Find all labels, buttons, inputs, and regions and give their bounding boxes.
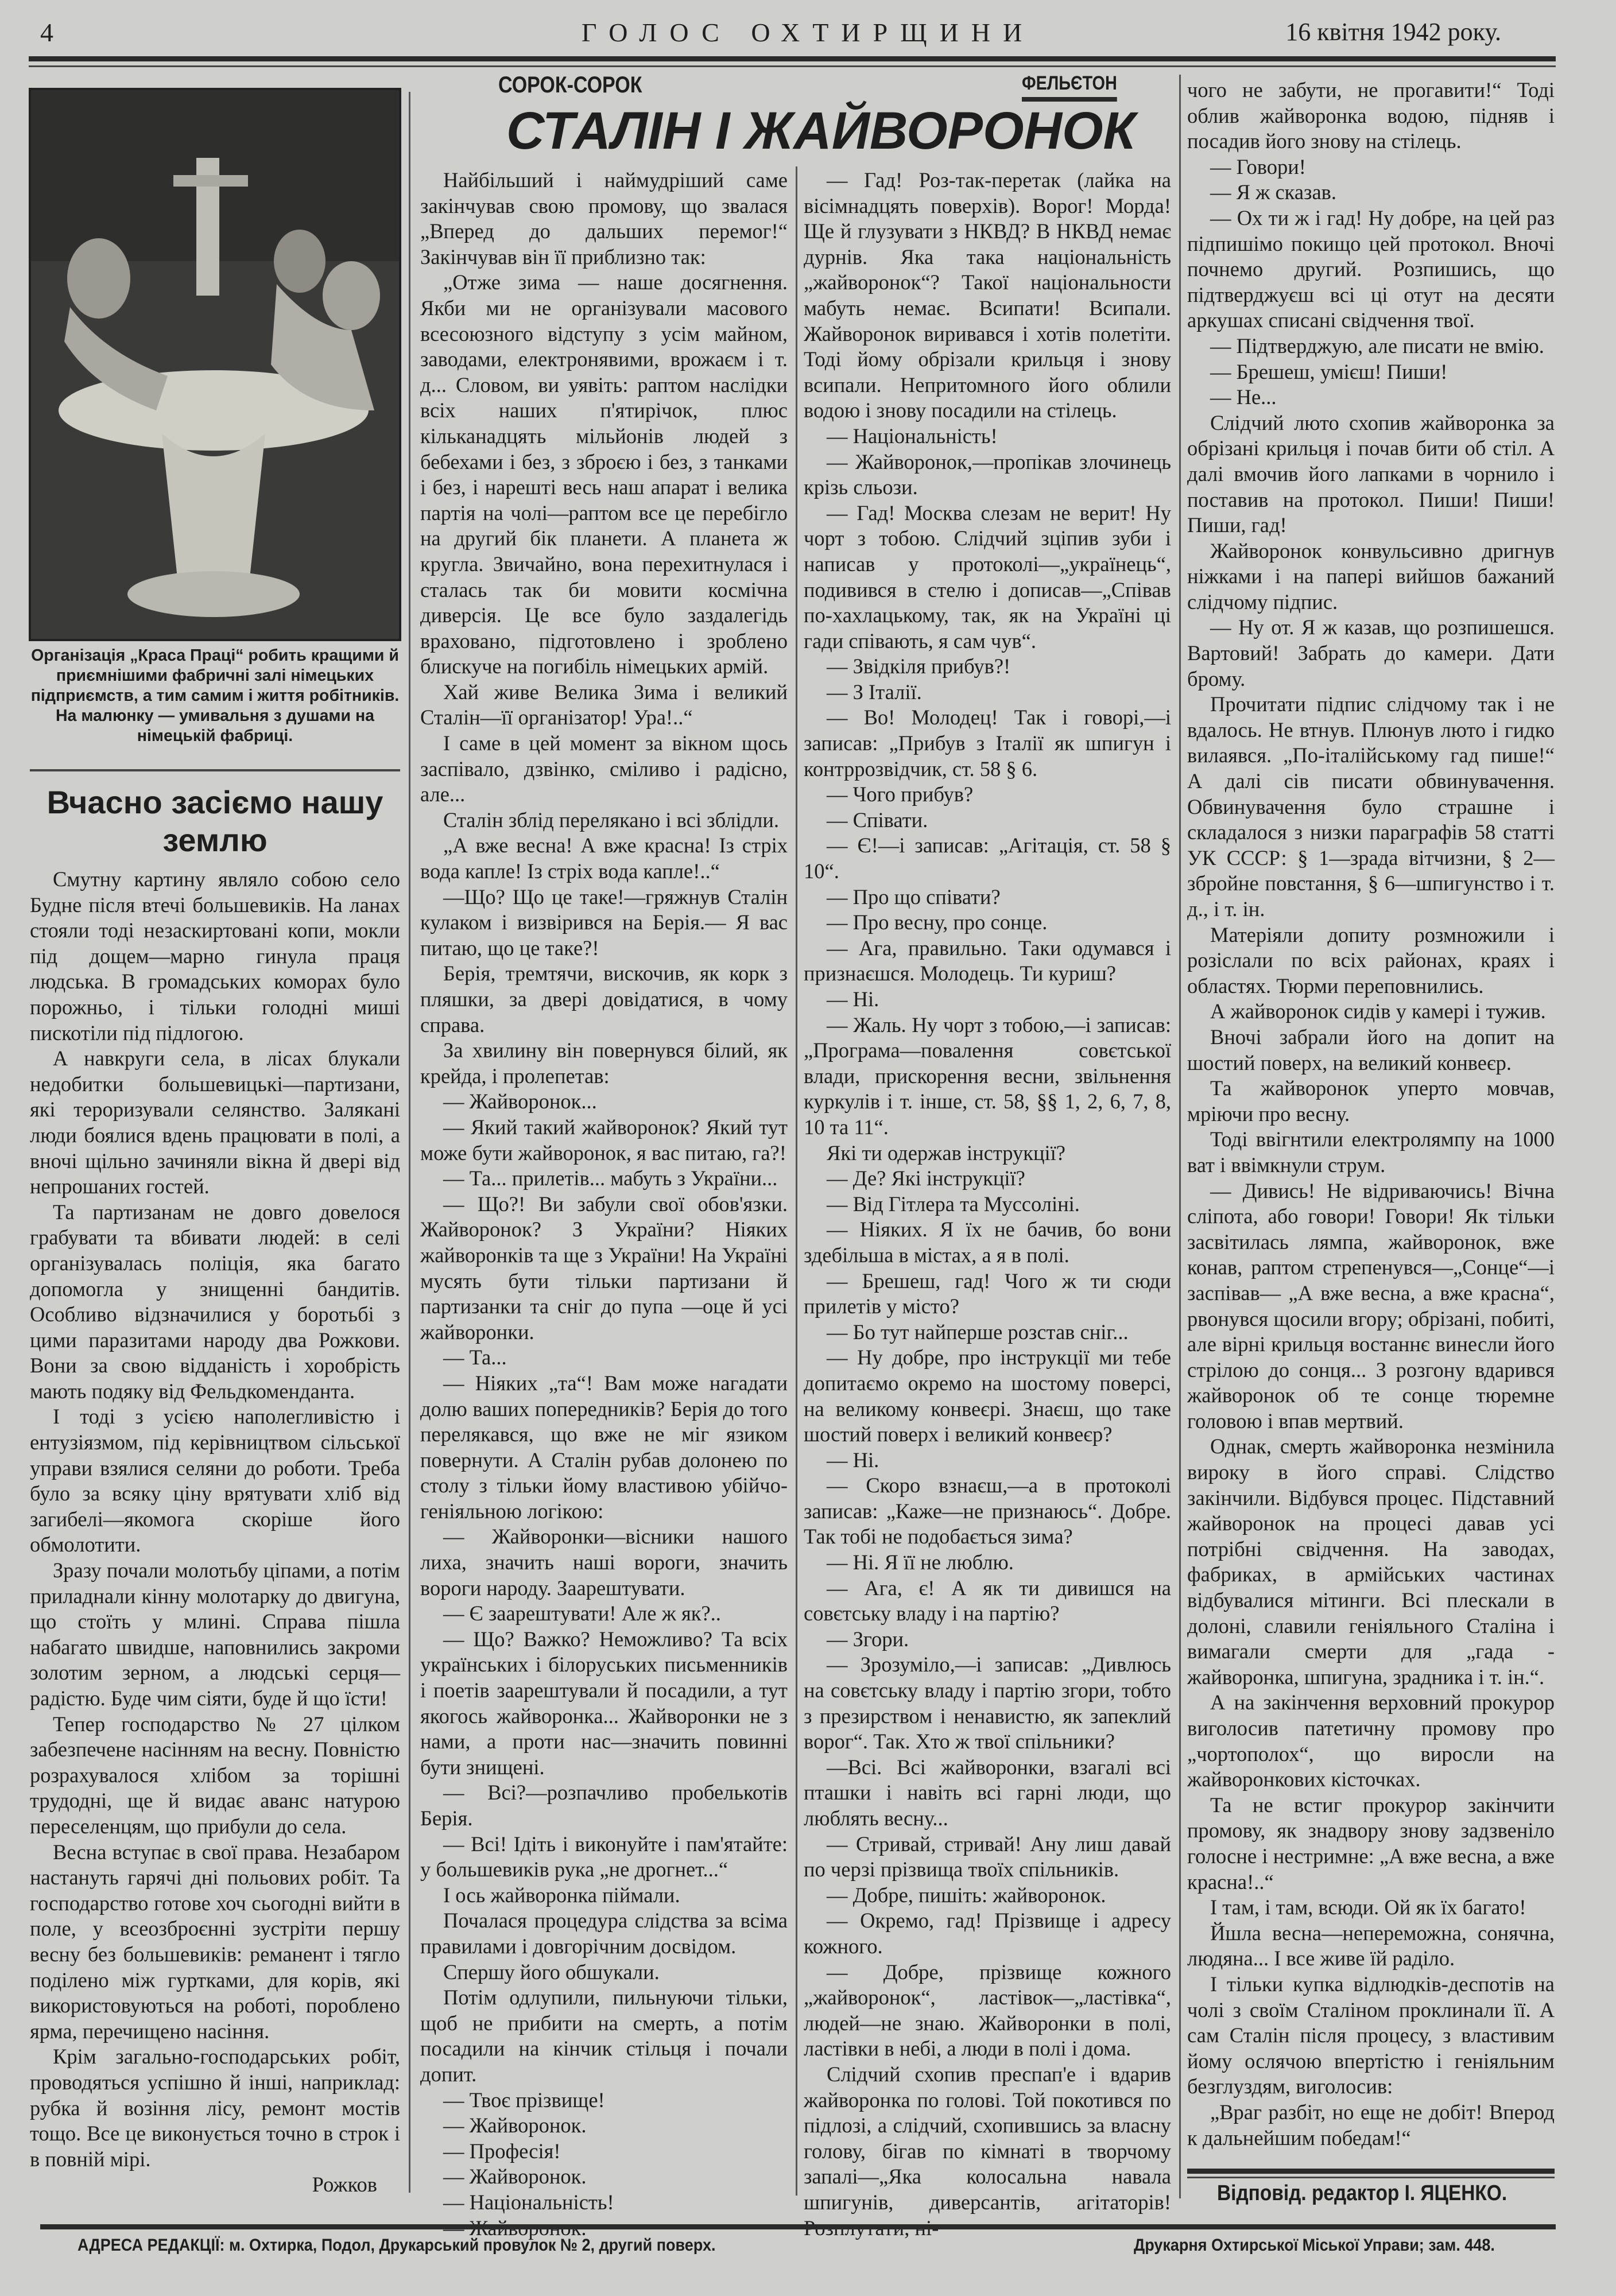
- paragraph: Смутну картину являло собою село Будне після втечі большевиків. На ланах стояли тоді незаскиртовані копи, мокли під дощем—марно гинула праця людська. В громадських коморах було порожньо, і тільки голодні миші пискотіли під підлогою.: [30, 867, 400, 1045]
- paragraph: Зразу почали молотьбу ціпами, а потім приладнали кінну молотарку до двигуна, що стоїть у млині. Справа пішла набагато швидше, наповнились закроми золотим зерном, а людські серця—радістю. Буде чим сіяти, буде й що їсти!: [30, 1558, 400, 1710]
- paragraph: — Жайворонок.: [443, 2113, 587, 2138]
- paragraph: І тільки купка відлюдків-деспотів на чолі з своїм Сталіном проклинали її. А сам Сталін після процесу, з властивим йому ослячою впертістю і геніяльним безглуздям, виголосив:: [1187, 1972, 1555, 2099]
- paragraph: — Всі?—розпачливо пробелькотів Берія.: [420, 1781, 788, 1830]
- footer-rule: [40, 2224, 1556, 2229]
- paragraph: Слідчий схопив преспап'е і вдарив жайворонка по голові. Той покотився по підлозі, а слідчий, схопившись за власну голову, бігав по кімнаті в творчому запалі—„Яка колосальна навала шпигунів, диверсантів, агітаторів!: [804, 2062, 1171, 2214]
- paragraph: чого не забути, не прогавити!“ Тоді облив жайворонка водою, підняв і посадив його знову на стілець.: [1187, 78, 1555, 153]
- paragraph: — Всі! Ідіть і виконуйте і пам'ятайте: у большевиків рука „не дрогнет...“: [420, 1832, 788, 1882]
- paragraph: — З Італії.: [827, 680, 922, 704]
- paragraph: А навкруги села, в лісах блукали недобитки большевицькі—партизани, які тероризували селянство. Залякані люди боялися вдень працювати в полі, а вночі щільно зачиняли вікна й двері від непрошаних гостей.: [30, 1046, 400, 1199]
- paragraph: — Говори!: [1210, 154, 1306, 179]
- paragraph: — Від Гітлера та Муссоліні.: [827, 1192, 1080, 1216]
- issue-date: 16 квітня 1942 року.: [1285, 18, 1501, 46]
- paragraph: — Не...: [1210, 385, 1277, 409]
- column-divider: [1179, 75, 1181, 2198]
- photo-caption: Організація „Краса Праці“ робить кращими й приємнішими фабричні залі німецьких підприємств, а тим самим і життя робітників. На малюнку — умивальня з душами на німецькій фабриці.: [30, 646, 400, 745]
- paragraph: Матеріяли допиту розмножили і розіслали по всіх районах, краях і областях. Тюрми переповнились.: [1187, 922, 1555, 998]
- editor-rule: [1187, 2169, 1555, 2174]
- paragraph: — Гад! Москва слезам не верит! Ну чорт з тобою. Слідчий зціпив зуби і написав у протоколі—„українець“, подивився в стелю і дописав—„Співав по-хахлацькому, так, як на Україні ці гади співають, я сам чув“.: [804, 501, 1171, 653]
- paragraph: Хай живе Велика Зима і великий Сталін—її організатор! Ура!..“: [420, 680, 788, 730]
- paragraph: — Що?! Ви забули свої обов'язки. Жайворонок? З України? Ніяких жайворонків та ще з України! На Україні мусять бути тільки партизани й партизанки та сніг до пупа —оце й усі жайворонки.: [420, 1192, 788, 1344]
- footer-address: АДРЕСА РЕДАКЦІЇ: м. Охтирка, Подол, Друкарський провулок № 2, другий поверх.: [77, 2236, 716, 2255]
- paragraph: —Що? Що це таке!—гряжнув Сталін кулаком і визвірився на Берія.— Я вас питаю, що це таке?!: [420, 885, 788, 960]
- paragraph: Та партизанам не довго довелося грабувати та вбивати людей: в селі організувалась поліція, яка багато допомогла у знищенні бандитів. Особливо відзначилися у боротьбі з цими паразитами народу два Рожкови. Вони за свою відданість і хоробрість мають подяку від Фельдкоменданта.: [30, 1200, 400, 1403]
- paragraph: — Звідкіля прибув?!: [827, 654, 1011, 678]
- paragraph: — Ну добре, про інструкції ми тебе допитаємо окремо на шостому поверсі, на великому конвеєрі. Знаєш, що таке шостий поверх і великий конвеєр?: [804, 1345, 1171, 1446]
- paragraph: Крім загально-господарських робіт, проводяться успішно й інші, наприклад: рубка й возіння лісу, ремонт мостів тощо. Все це виконується точно в строк і в повній мірі.: [30, 2045, 400, 2171]
- paragraph: Та жайворонок уперто мовчав, мріючи про весну.: [1187, 1076, 1555, 1126]
- paragraph: Які ти одержав інструкції?: [827, 1141, 1065, 1165]
- paragraph: Йшла весна—непереможна, сонячна, людяна... І все живе їй раділо.: [1187, 1921, 1555, 1971]
- page-number: 4: [40, 18, 53, 47]
- paragraph: — Жаль. Ну чорт з тобою,—і записав: „Програма—повалення совєтської влади, прискорення весни, звільнення куркулів і т. інше, ст. 58, §§ 1, 2, 6, 7, 8, 10 та 11“.: [804, 1013, 1171, 1139]
- header-rule: [29, 56, 1556, 61]
- paragraph: Слідчий люто схопив жайворонка за обрізані крильця і почав бити об стіл. А далі вмочив його лапками в чорнило і поставив на протокол. Пиши! Пиши! Пиши, гад!: [1187, 410, 1555, 537]
- paragraph: І там, і там, всюди. Ой як їх багато!: [1210, 1895, 1526, 1919]
- paragraph: — Ні.: [827, 987, 879, 1011]
- article-title: Вчасно засіємо нашу землю: [46, 784, 383, 858]
- paragraph: — Національність!: [443, 2190, 614, 2214]
- paragraph: Почалася процедура слідства за всіма правилами і довгорічним досвідом.: [420, 1909, 788, 1958]
- paragraph: Найбільший і наймудріший саме закінчував свою промову, що звалася „Вперед до дальших перемог!“ Закінчував він її приблизно так:: [420, 168, 788, 269]
- paragraph: Та не встиг прокурор закінчити промову, як знадвору знову задзвеніло голосне і нестримне: „А вже весна, а вже красна!..“: [1187, 1793, 1555, 1894]
- paragraph: Тоді ввігнтили електролямпу на 1000 ват і ввімкнули струм.: [1187, 1127, 1555, 1177]
- paragraph: — Во! Молодец! Так і говорі,—і записав: „Прибув з Італії як шпигун і контррозвідчик, ст. 58 § 6.: [804, 705, 1171, 781]
- paragraph: Сталін зблід перелякано і всі зблідли.: [443, 808, 780, 832]
- paragraph: — Ох ти ж і гад! Ну добре, на цей раз підпишімо покищо цей протокол. Вночі почнемо другий. Розпишись, що підтверджуєш всі ці отут на десяти аркушах списані свідчення твої.: [1187, 205, 1555, 332]
- paragraph: — Брешеш, гад! Чого ж ти сюди прилетів у місто?: [804, 1269, 1171, 1318]
- newspaper-title: ГОЛОС ОХТИРЩИНИ: [581, 18, 1035, 47]
- header-rule-thin: [29, 65, 1556, 67]
- paragraph: Тепер господарство № 27 цілком забезпечене насінням на весну. Повністю розрахувалося хлібом за торішні трудодні, ще й видає аванс натурою переселенцям, що прибули до села.: [30, 1712, 400, 1838]
- paragraph: — Твоє прізвище!: [443, 2088, 605, 2112]
- paragraph: „Отже зима — наше досягнення. Якби ми не організували масового всесоюзного відступу з усім майном, заводами, електронявими, врожаєм і т. д... Словом, ви уявіть: раптом наслідки всіх наших п'ятирічок, плюс кільканадцять мільйонів людей з бебехами і без, з зброєю і без, з танками і без, і нарешті весь наш апарат і велика партія на чолі—раптом все це перебігло на другий бік планети. А планета ж кругла. Звичайно, вона перехитнулася і сталась так би мовити космічна диверсія. Це все було заздалегідь враховано, підготовлено і зроблено блискуче на погибіль німецьких армій.: [420, 270, 788, 678]
- feuilleton-label: ФЕЛЬЄТОН: [1022, 72, 1117, 102]
- paragraph: — Добре, прізвище кожного „жайворонок“, ластівок—„ластівка“, людей—не знаю. Жайворонки в полі, ластівки в небі, а люди в полі і дома.: [804, 1960, 1171, 2061]
- paragraph: І тоді з усією наполегливістю і ентузіязмом, під керівництвом сільської управи взялися селяни до роботи. Треба було за всяку ціну врятувати хліб від загибелі—якомога скоріше його обмолотити.: [30, 1405, 400, 1557]
- paragraph: — Та...: [443, 1345, 507, 1370]
- paragraph: — Жайворонок,—пропікав злочинець крізь сльози.: [804, 449, 1171, 499]
- section-divider: [30, 769, 400, 771]
- paragraph: — Гад! Роз-так-перетак (лайка на вісімнадцять поверхів). Ворог! Морда! Ще й глузувати з НКВД? В НКВД немає дурнів. Яка така національність „жайворонок“? Такої національности мабуть немає. Всипати! Всипали. Жайворонок виривався і хотів полетіти. Тоді йому обрізали крильця і знову всипали. Непритомного його облили водою і знову посадили на стілець.: [804, 168, 1171, 422]
- paragraph: — Брешеш, умієш! Пиши!: [1210, 359, 1448, 383]
- feuilleton-rubric: СОРОК-СОРОК: [498, 72, 642, 98]
- paragraph: — Про що співати?: [827, 885, 1001, 909]
- paragraph: — Дивись! Не відриваючись! Вічна сліпота, або говори! Говори! Як тільки засвітилась лямпа, жайворонок, вже конав, раптом стрепенувся—„Сонце“—і заспівав— „А вже весна, а вже красна“, рвонувся щосили вгору; обрізані, побиті, але вірні крильця востаннє винесли його стрілою до сонця... З розгону вдарився жайворонок об те сонце тюремне головою і впав мертвий.: [1187, 1178, 1555, 1433]
- editor-credit: Відповід. редактор І. ЯЦЕНКО.: [1217, 2181, 1508, 2205]
- paragraph: Спершу його обшукали.: [443, 1960, 660, 1984]
- column-divider: [409, 92, 410, 2193]
- paragraph: — Ага, є! А як ти дивишся на совєтську владу і на партію?: [804, 1576, 1171, 1626]
- paragraph: — Я ж сказав.: [1210, 180, 1336, 204]
- paragraph: — Підтверджую, але писати не вмію.: [1210, 333, 1544, 358]
- paragraph: — Ну от. Я ж казав, що розпишешся. Вартовий! Забрать до камери. Дати брому.: [1187, 615, 1555, 691]
- paragraph: І саме в цей момент за вікном щось заспівало, дзвінко, сміливо і радісно, але...: [420, 731, 788, 806]
- paragraph: — Ні.: [827, 1448, 879, 1472]
- paragraph: Однак, смерть жайворонка незмінила вироку в його справі. Слідство закінчили. Відбувся процес. Підставний жайворонок на процесі давав усі потрібні свідчення. На заводах, фабриках, в армійських частинах відбувалися мітинги. Всі плескали в долоні, славили геніяльного Сталіна і вимагали смерти для „гада - жайворонка, шпигуна, зрадника і т. ін.“.: [1187, 1434, 1555, 1689]
- paragraph: А на закінчення верховний прокурор виголосив патетичну промову про „чортополох“, що виросли на жайворонкових кісточках.: [1187, 1690, 1555, 1791]
- paragraph: — Національність!: [827, 424, 998, 448]
- paragraph: — Ніяких „та“! Вам може нагадати долю ваших попередників? Берія до того перелякався, що вже не міг язиком повернути. А Сталін рубав долонею по столу з тільки йому властивою убійчо-геніяльною логікою:: [420, 1371, 788, 1523]
- footer-printer: Друкарня Охтирської Міської Управи; зам. 448.: [1134, 2236, 1495, 2255]
- paragraph: І ось жайворонка піймали.: [443, 1883, 680, 1907]
- paragraph: — Професія!: [443, 2139, 561, 2163]
- paragraph: — Ні. Я її не люблю.: [827, 1550, 1014, 1574]
- paragraph: — Є заарештувати! Але ж як?..: [443, 1601, 721, 1626]
- paragraph: — Де? Які інструкції?: [827, 1166, 1025, 1190]
- paragraph: Берія, тремтячи, вискочив, як корк з пляшки, за двері довідатися, в чому справа.: [420, 961, 788, 1037]
- paragraph: — Жайворонок...: [443, 1089, 597, 1114]
- paragraph: —Всі. Всі жайворонки, взагалі всі пташки і навіть всі гарні люди, що люблять весну...: [804, 1755, 1171, 1830]
- paragraph: — Скоро взнаєш,—а в протоколі записав: „Каже—не признаюсь“. Добре. Так тобі не подобається зима?: [804, 1473, 1171, 1549]
- paragraph: „А вже весна! А вже красна! Із стріх вода капле! Із стріх вода капле!..“: [420, 833, 788, 883]
- feuilleton-column-3: [1187, 77, 1555, 2161]
- paragraph: — Окремо, гад! Прізвище і адресу кожного.: [804, 1909, 1171, 1958]
- photo-washroom: [30, 89, 400, 640]
- paragraph: „Враг разбіт, но еще не добіт! Вперод к дальнейшим победам!“: [1187, 2100, 1555, 2150]
- paragraph: — Співати.: [827, 808, 928, 832]
- paragraph: — Жайворонки—вісники нашого лиха, значить наші вороги, значить вороги народу. Заарештувати.: [420, 1525, 788, 1600]
- paragraph: Потім одлупили, пильнуючи тільки, щоб не прибити на смерть, а потім посадили на кінчик стільця і почали допит.: [420, 1985, 788, 2086]
- feuilleton-title: СТАЛІН І ЖАЙВОРОНОК: [506, 102, 1136, 160]
- paragraph: — Ага, правильно. Таки одумався і признаєшся. Молодець. Ти куриш?: [804, 936, 1171, 986]
- paragraph: А жайворонок сидів у камері і тужив.: [1210, 999, 1546, 1023]
- paragraph: — Добре, пишіть: жайворонок.: [827, 1883, 1106, 1907]
- paragraph: — Жайворонок.: [443, 2165, 587, 2189]
- paragraph: Жайворонок конвульсивно дригнув ніжками і на папері вийшов бажаний слідчому підпис.: [1187, 538, 1555, 614]
- paragraph: — Зрозуміло,—і записав: „Дивлюсь на совєтську владу і партію згори, тобто з презирством і ненавистю, як запеклий ворог“. Так. Хто ж твої спільники?: [804, 1653, 1171, 1754]
- paragraph: — Чого прибув?: [827, 782, 974, 806]
- paragraph: — Згори.: [827, 1627, 909, 1651]
- paragraph: Вночі забрали його на допит на шостий поверх, на великий конвеєр.: [1187, 1025, 1555, 1075]
- editor-rule-thin: [1187, 2177, 1555, 2178]
- paragraph: — Який такий жайворонок? Який тут може бути жайворонок, я вас питаю, га?!: [420, 1115, 788, 1165]
- feuilleton-column-2: [804, 168, 1171, 2214]
- paragraph: — Що? Важко? Неможливо? Та всіх українських і білоруських письменників і поетів заарештували й посадили, а тут якогось жайворонка... Жайворонки не з нами, а проти нас—значить повинні бути знищені.: [420, 1627, 788, 1779]
- paragraph: — Про весну, про сонце.: [827, 910, 1048, 934]
- paragraph: — Ніяких. Я їх не бачив, бо вони здебільша в містах, а я в полі.: [804, 1217, 1171, 1267]
- paragraph: — Бо тут найперше розстав сніг...: [827, 1320, 1129, 1344]
- article-author: Рожков: [312, 2173, 377, 2197]
- paragraph: — Є!—і записав: „Агітація, ст. 58 § 10“.: [804, 833, 1171, 883]
- paragraph: Весна вступає в свої права. Незабаром настануть гарячі дні польових робіт. Та господарство готове хоч сьогодні вийти в поле, у всеозброєнні зустріти першу весну без большевиків: реманент і тягло поділено між гуртками, для корів, які використовуються на роботі, пороблено ярма, перечищено насіння.: [30, 1840, 400, 2043]
- paragraph: За хвилину він повернувся білий, як крейда, і пролепетав:: [420, 1038, 788, 1088]
- paragraph: Прочитати підпис слідчому так і не вдалось. Не втнув. Плюнув люто і гидко вилаявся. „По-італійському гад пише!“ А далі сів писати обвинувачення. Обвинувачення було страшне і складалося з низки параграфів 58 статті УК СССР: § 1—зрада вітчизни, § 2—збройне повстання, § 6—шпигунство і т. д., і т. ін.: [1187, 692, 1555, 921]
- feuilleton-column-1: [420, 168, 788, 2214]
- paragraph: — Та... прилетів... мабуть з України...: [443, 1166, 778, 1190]
- column-divider: [796, 166, 797, 2196]
- paragraph: — Стривай, стривай! Ану лиш давай по черзі прізвища твоїх спільників.: [804, 1832, 1171, 1882]
- article-body: [30, 867, 400, 2213]
